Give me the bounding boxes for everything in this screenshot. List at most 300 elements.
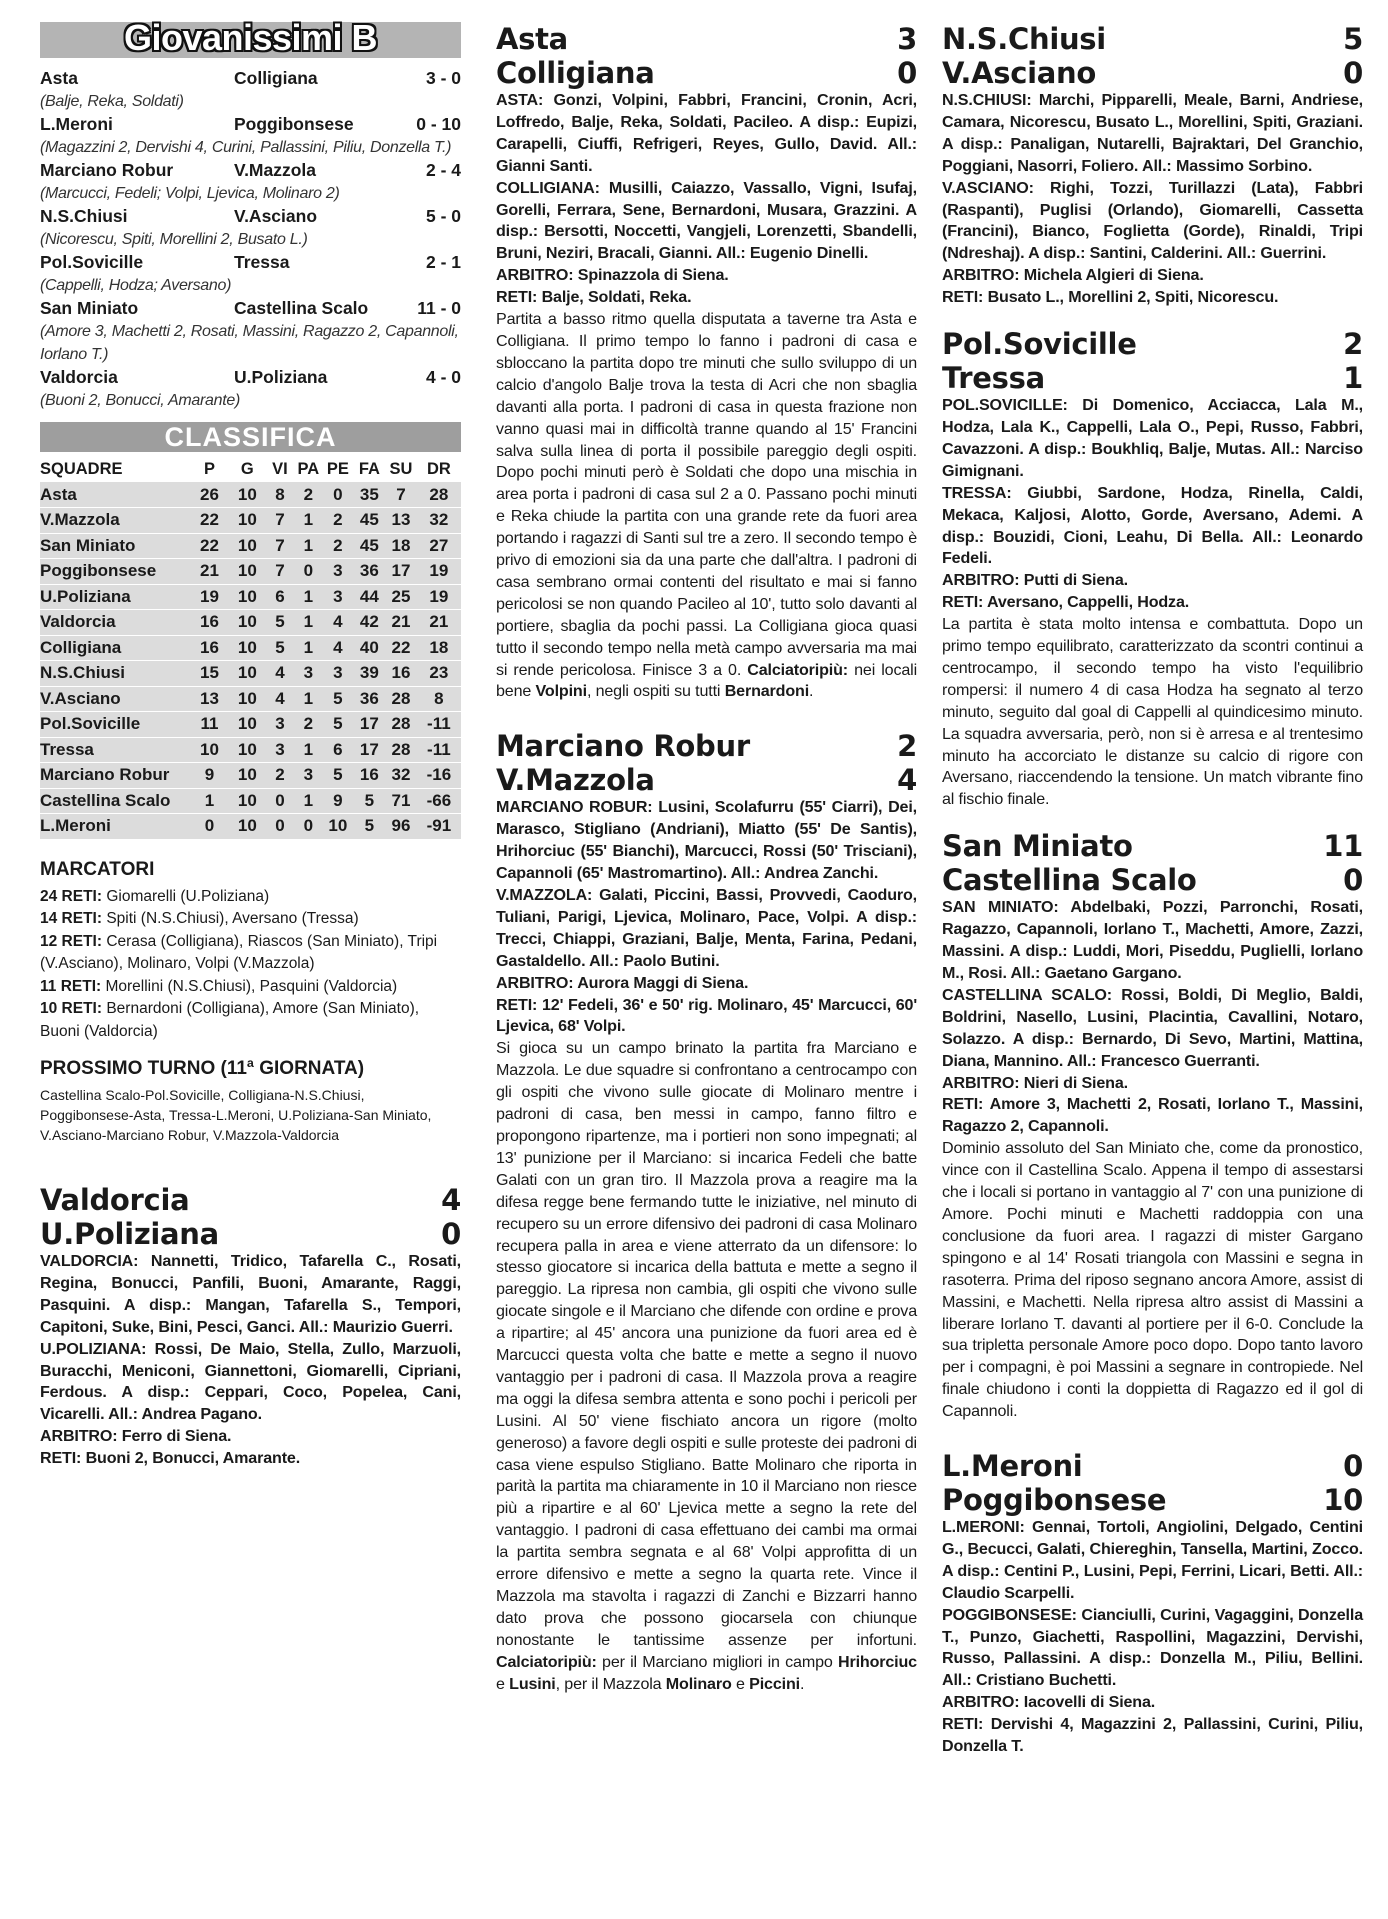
- scorer-line: [40, 931, 461, 976]
- stat-cell: 1: [295, 737, 322, 763]
- result-score: 5 - 0: [425, 206, 461, 226]
- column-header: SQUADRE: [40, 460, 123, 479]
- home-score: 5: [1343, 22, 1363, 56]
- stat-cell: 10: [229, 737, 265, 763]
- referee: ARBITRO: Aurora Maggi di Siena.: [496, 973, 749, 992]
- stat-cell: 19: [417, 559, 461, 585]
- away-team: V.Mazzola: [496, 763, 655, 798]
- calciatori-text: .: [799, 1674, 805, 1693]
- report-text: [496, 309, 917, 703]
- stat-cell: 17: [354, 737, 386, 763]
- away-team: Poggibonsese: [942, 1483, 1167, 1518]
- home-team: N.S.Chiusi: [942, 22, 1106, 56]
- home-team: Marciano Robur: [496, 729, 750, 764]
- goals-count: 14 RETI:: [40, 910, 103, 927]
- home-team: San Miniato: [40, 298, 139, 318]
- match-report-sanminiato: [942, 829, 1363, 1423]
- standings-body: [40, 482, 461, 839]
- result-row: [40, 251, 461, 274]
- home-team: Asta: [496, 22, 568, 56]
- stat-cell: 7: [385, 482, 417, 508]
- home-team: Pol.Sovicille: [942, 327, 1137, 362]
- scorer-line: [40, 998, 461, 1043]
- scorer-names: Morellini (N.S.Chiusi), Pasquini (Valdorcia): [105, 977, 398, 995]
- calciatori-text: e: [496, 1674, 505, 1693]
- home-score: 11: [1323, 829, 1363, 864]
- goals: RETI: Amore 3, Machetti 2, Rosati, Iorlano T., Massini, Ragazzo 2, Capannoli.: [942, 1095, 1363, 1136]
- standings-row: [40, 482, 461, 508]
- stat-cell: 2: [295, 482, 322, 508]
- standings-row: [40, 661, 461, 687]
- home-team: N.S.Chiusi: [40, 206, 128, 226]
- home-team: Pol.Sovicille: [40, 252, 144, 272]
- match-line-home: [40, 1183, 461, 1217]
- result-row: [40, 67, 461, 90]
- away-team: V.Asciano: [942, 56, 1096, 90]
- result-score: 4 - 0: [425, 367, 461, 387]
- stat-cell: 21: [385, 610, 417, 636]
- standings-row: [40, 533, 461, 559]
- stat-cell: 21: [417, 610, 461, 636]
- match-line-away: [496, 56, 917, 90]
- stat-cell: 10: [229, 686, 265, 712]
- report-body: Partita a basso ritmo quella disputata a taverne tra Asta e Colligiana. Il primo tempo lo fanno i padroni di casa e sbloccano la partita dopo tre minuti che sullo sviluppo di un calcio d'angolo Balje trova la testa di Acri che non sbaglia davanti alla porta. I padroni di casa in questa frazione non vanno quasi mai in difficoltà tranne quando al 15' Francini salva sulla linea di porta il possibile pareggio degli ospiti. Dopo pochi minuti però è Soldati che dopo una mischia in area porta i padroni di casa sul 2 a 0. Passano pochi minuti e Reka chiude la partita con una grande rete da fuori area portando i ragazzi di Santi sul tre a zero. Il secondo tempo è privo di emozioni sia da una parte che dall'altra. I padroni di casa sembrano ormai contenti del risultato e mai si fanno pericolosi se non quando Pacileo al 10', tutto solo davanti al portiere, sbaglia da pochi passi. La Colligiana gioca quasi tutto il secondo tempo nella metà campo avversaria ma mai si rende pericolosa. Finisce 3 a 0.: [496, 310, 917, 679]
- standings-row: [40, 686, 461, 712]
- match-report-valdorcia: [40, 1183, 461, 1470]
- result-scorers: (Buoni 2, Bonucci, Amarante): [40, 392, 240, 409]
- stat-cell: 10: [189, 737, 229, 763]
- scorer-names: Spiti (N.S.Chiusi), Aversano (Tressa): [106, 910, 359, 927]
- stat-cell: -11: [417, 737, 461, 763]
- lineup-away: V.MAZZOLA: Galati, Piccini, Bassi, Provvedi, Caoduro, Tuliani, Parigi, Ljevica, Molinaro, Pace, Volpi. A disp.: Trecci, Chiappi, Graziani, Balje, Menta, Farina, Pedani, Gastaldello. All.: Paolo Butini.: [496, 886, 917, 970]
- stat-cell: 0: [265, 814, 294, 840]
- report-text: [496, 1038, 917, 1695]
- result-scorers: (Balje, Reka, Soldati): [40, 93, 184, 110]
- stat-cell: 4: [322, 635, 354, 661]
- stat-cell: 16: [354, 763, 386, 789]
- marcatori-title: MARCATORI: [40, 858, 155, 880]
- scorer-names: Giomarelli (U.Poliziana): [106, 887, 270, 905]
- calciatori-text: e: [735, 1674, 745, 1693]
- stat-cell: 9: [322, 788, 354, 814]
- calciatori-text: per il Marciano migliori in campo: [602, 1652, 833, 1671]
- stat-cell: 6: [265, 584, 294, 610]
- lineup-away: TRESSA: Giubbi, Sardone, Hodza, Rinella, Caldi, Mekaca, Kaljosi, Alotto, Gorde, Aversano, Ademi. A disp.: Bouzidi, Cioni, Leahu, Di Bella. All.: Leonardo Fedeli.: [942, 483, 1363, 568]
- team-name: N.S.Chiusi: [40, 661, 189, 687]
- player-name: Lusini: [509, 1674, 556, 1693]
- scorer-line: [40, 886, 461, 909]
- home-team: Marciano Robur: [40, 160, 174, 180]
- standings-row: [40, 763, 461, 789]
- stat-cell: 17: [354, 712, 386, 738]
- player-name: Hrihorciuc: [838, 1652, 917, 1671]
- stat-cell: 10: [229, 712, 265, 738]
- stat-cell: 4: [265, 661, 294, 687]
- team-name: L.Meroni: [40, 814, 189, 840]
- goals: RETI: Aversano, Cappelli, Hodza.: [942, 593, 1190, 612]
- stat-cell: 26: [189, 482, 229, 508]
- goals-count: 10 RETI:: [40, 1000, 103, 1017]
- calciatori-text: nei locali bene: [496, 660, 918, 701]
- stat-cell: 0: [295, 559, 322, 585]
- stat-cell: 5: [265, 610, 294, 636]
- goals: RETI: Dervishi 4, Magazzini 2, Pallassini, Curini, Piliu, Donzella T.: [942, 1715, 1363, 1756]
- stat-cell: 7: [265, 559, 294, 585]
- stat-cell: 44: [354, 584, 386, 610]
- home-team: San Miniato: [942, 829, 1133, 864]
- stat-cell: 27: [417, 533, 461, 559]
- stat-cell: 1: [295, 635, 322, 661]
- stat-cell: 1: [295, 686, 322, 712]
- goals-count: 24 RETI:: [40, 887, 103, 905]
- scorer-line: [40, 976, 461, 999]
- match-report-sovicille: [942, 327, 1363, 811]
- stat-cell: 36: [354, 559, 386, 585]
- stat-cell: 36: [354, 686, 386, 712]
- stat-cell: 3: [295, 763, 322, 789]
- team-name: U.Poliziana: [40, 584, 189, 610]
- referee: ARBITRO: Spinazzola di Siena.: [496, 266, 729, 285]
- home-score: 0: [1343, 1449, 1363, 1484]
- lineup-away: U.POLIZIANA: Rossi, De Maio, Stella, Zullo, Marzuoli, Buracchi, Meniconi, Giannettoni, Giomarelli, Cipriani, Ferdous. A disp.: Ceppari, Coco, Popelea, Cani, Vicarelli. All.: Andrea Pagano.: [40, 1339, 461, 1424]
- result-scorers: (Magazzini 2, Dervishi 4, Curini, Pallassini, Piliu, Donzella T.): [40, 139, 452, 156]
- away-score: 0: [1343, 56, 1363, 90]
- stat-cell: 1: [295, 584, 322, 610]
- away-team: Colligiana: [234, 68, 318, 88]
- goals: RETI: 12' Fedeli, 36' e 50' rig. Molinaro, 45' Marcucci, 60' Ljevica, 68' Volpi.: [496, 995, 917, 1036]
- result-score: 0 - 10: [416, 114, 461, 134]
- stat-cell: 10: [229, 814, 265, 840]
- results-list: [40, 67, 461, 412]
- stat-cell: 25: [385, 584, 417, 610]
- result-score: 3 - 0: [425, 68, 461, 88]
- stat-cell: -91: [417, 814, 461, 840]
- stat-cell: 28: [385, 686, 417, 712]
- standings-row: [40, 610, 461, 636]
- away-score: 10: [1323, 1483, 1363, 1518]
- stat-cell: 10: [229, 661, 265, 687]
- lineup-home: SAN MINIATO: Abdelbaki, Pozzi, Parronchi, Rosati, Ragazzo, Capannoli, Iorlano T., Machetti, Amore, Zazzi, Massini. A disp.: Luddi, Mori, Piseddu, Puglielli, Iorlano M., Rosi. All.: Gaetano Gargano.: [942, 898, 1363, 982]
- stat-cell: 35: [354, 482, 386, 508]
- player-name: Volpini: [535, 682, 587, 701]
- stat-cell: 2: [295, 712, 322, 738]
- stat-cell: 16: [189, 635, 229, 661]
- stat-cell: 5: [354, 788, 386, 814]
- standings-row: [40, 788, 461, 814]
- column-header: PE: [326, 460, 349, 479]
- stat-cell: 18: [385, 533, 417, 559]
- prossimo-turno-title: PROSSIMO TURNO (11ª GIORNATA): [40, 1058, 365, 1079]
- stat-cell: 10: [322, 814, 354, 840]
- stat-cell: 5: [265, 635, 294, 661]
- home-score: 4: [441, 1183, 461, 1217]
- match-line-home: [496, 22, 917, 56]
- player-name: Piccini: [749, 1674, 800, 1693]
- stat-cell: 1: [295, 533, 322, 559]
- team-name: Poggibonsese: [40, 559, 189, 585]
- away-team: U.Poliziana: [234, 367, 328, 387]
- lineup-home: ASTA: Gonzi, Volpini, Fabbri, Francini, Cronin, Acri, Loffredo, Balje, Reka, Soldati, Pacileo. A disp.: Eupizi, Carapelli, Ciuffi, Refrigeri, Reyes, Gullo, David. All.: Gianni Santi.: [496, 91, 917, 175]
- stat-cell: 17: [385, 559, 417, 585]
- stat-cell: 42: [354, 610, 386, 636]
- standings-row: [40, 508, 461, 534]
- stat-cell: 22: [385, 635, 417, 661]
- stat-cell: 9: [189, 763, 229, 789]
- stat-cell: 8: [265, 482, 294, 508]
- result-score: 2 - 1: [425, 252, 461, 272]
- stat-cell: 7: [265, 533, 294, 559]
- referee: ARBITRO: Putti di Siena.: [942, 571, 1128, 590]
- stat-cell: 3: [265, 712, 294, 738]
- column-header: P: [203, 460, 215, 479]
- home-team: Asta: [40, 68, 78, 88]
- away-team: V.Mazzola: [234, 160, 317, 180]
- match-line-away: [942, 361, 1363, 395]
- match-line-home: [942, 327, 1363, 361]
- lineup-home: MARCIANO ROBUR: Lusini, Scolafurru (55' Ciarri), Dei, Marasco, Stigliano (Andriani), Miatto (55' De Santis), Hrihorciuc (55' Bianchi), Marcucci, Rossi (50' Trisciani), Capannoli (65' Mastromartino). All.: Andrea Zanchi.: [496, 798, 917, 883]
- match-line-home: [496, 729, 917, 763]
- team-name: Colligiana: [40, 635, 189, 661]
- home-team: L.Meroni: [942, 1449, 1083, 1484]
- result-scorers: (Nicorescu, Spiti, Morellini 2, Busato L.): [40, 231, 308, 248]
- column-right: [942, 22, 1363, 1758]
- team-name: Castellina Scalo: [40, 788, 189, 814]
- stat-cell: 71: [385, 788, 417, 814]
- classifica-banner: [40, 422, 461, 452]
- team-name: Asta: [40, 482, 189, 508]
- home-score: 2: [897, 729, 917, 764]
- result-score: 2 - 4: [425, 160, 461, 180]
- player-name: Molinaro: [665, 1674, 732, 1693]
- stat-cell: -16: [417, 763, 461, 789]
- scorer-line: [40, 908, 461, 931]
- result-scorers: (Amore 3, Machetti 2, Rosati, Massini, Ragazzo 2, Capannoli, Iorlano T.): [40, 323, 459, 363]
- result-row: [40, 366, 461, 389]
- column-middle: [496, 22, 917, 1696]
- column-header: PA: [297, 460, 320, 479]
- stat-cell: 1: [295, 610, 322, 636]
- match-report-asta: [496, 22, 917, 703]
- stat-cell: 2: [322, 533, 354, 559]
- stat-cell: 5: [322, 686, 354, 712]
- stat-cell: 8: [417, 686, 461, 712]
- stat-cell: 10: [229, 788, 265, 814]
- stat-cell: 10: [229, 584, 265, 610]
- classifica-title: CLASSIFICA: [164, 422, 337, 452]
- stat-cell: 15: [189, 661, 229, 687]
- stat-cell: 18: [417, 635, 461, 661]
- stat-cell: 13: [385, 508, 417, 534]
- match-line-away: [40, 1217, 461, 1251]
- stat-cell: 19: [417, 584, 461, 610]
- away-team: Poggibonsese: [234, 114, 354, 134]
- referee: ARBITRO: Ferro di Siena.: [40, 1427, 232, 1446]
- away-team: V.Asciano: [234, 206, 318, 226]
- stat-cell: 0: [189, 814, 229, 840]
- lineup-home: POL.SOVICILLE: Di Domenico, Acciacca, Lala M., Hodza, Lala K., Cappelli, Lala O., Pepi, Russo, Fabbri, Cavazzoni. A disp.: Boukhliq, Balje, Mutas. All.: Narciso Gimignani.: [942, 396, 1363, 480]
- home-score: 3: [897, 22, 917, 56]
- team-name: San Miniato: [40, 533, 189, 559]
- match-line-away: [496, 763, 917, 797]
- column-header: DR: [426, 460, 451, 479]
- player-name: Bernardoni: [724, 682, 810, 701]
- result-row: [40, 297, 461, 320]
- lineup-home: L.MERONI: Gennai, Tortoli, Angiolini, Delgado, Centini G., Becucci, Galati, Chiereghin, Tansella, Martini, Zocco. A disp.: Centini P., Lusini, Pepi, Ferrini, Licari, Betti. All.: Claudio Scarpelli.: [942, 1518, 1363, 1602]
- away-score: 1: [1343, 361, 1363, 396]
- marcatori-list: [40, 886, 461, 1044]
- stat-cell: 7: [265, 508, 294, 534]
- away-team: Tressa: [234, 252, 290, 272]
- goals: RETI: Busato L., Morellini 2, Spiti, Nicorescu.: [942, 288, 1279, 307]
- stat-cell: 16: [189, 610, 229, 636]
- stat-cell: 28: [385, 737, 417, 763]
- away-score: 0: [897, 56, 917, 90]
- standings-table: [40, 458, 461, 840]
- column-header: FA: [358, 460, 380, 479]
- team-name: Pol.Sovicille: [40, 712, 189, 738]
- lineup-away: V.ASCIANO: Righi, Tozzi, Turillazzi (Lata), Fabbri (Raspanti), Puglisi (Orlando), Giomarelli, Cassetta (Francini), Bianco, Foglietta (Gorde), Rinaldi, Tripi (Ndreshaj). A disp.: Santini, Calderini. All.: Guerrini.: [942, 178, 1363, 263]
- stat-cell: 2: [322, 508, 354, 534]
- goals-count: 12 RETI:: [40, 932, 103, 950]
- goals: RETI: Balje, Soldati, Reka.: [496, 288, 692, 307]
- match-line-home: [942, 22, 1363, 56]
- report-text: La partita è stata molto intensa e combattuta. Dopo un primo tempo equilibrato, caratterizzato da scontri continui a centrocampo, il secondo tempo ha visto l'equilibrio rompersi: il numero 4 di casa Hodza ha segnato al terzo minuto, seguito dal goal di Cappelli al quindicesimo minuto. La squadra avversaria, però, non si è arresa e al trentesimo minuto ha accorciato le distanze su calcio di rigore con Aversano, riaccendendo la tensione. Un match vibrante fino al fischio finale.: [942, 615, 1363, 809]
- stat-cell: 22: [189, 533, 229, 559]
- standings-row: [40, 584, 461, 610]
- stat-cell: 3: [322, 661, 354, 687]
- calciatori-label: Calciatoripiù:: [747, 660, 848, 679]
- stat-cell: 3: [265, 737, 294, 763]
- stat-cell: 96: [385, 814, 417, 840]
- column-left: [40, 17, 461, 1470]
- match-report-chiusi: [942, 22, 1363, 309]
- result-scorers: (Cappelli, Hodza; Aversano): [40, 277, 232, 294]
- stat-cell: 4: [265, 686, 294, 712]
- stat-cell: 11: [189, 712, 229, 738]
- away-team: Castellina Scalo: [234, 298, 369, 318]
- result-scorers: (Marcucci, Fedeli; Volpi, Ljevica, Molinaro 2): [40, 185, 340, 202]
- match-line-away: [942, 863, 1363, 897]
- prossimo-turno-text: Castellina Scalo-Pol.Sovicille, Colligiana-N.S.Chiusi, Poggibonsese-Asta, Tressa-L.Meroni, U.Poliziana-San Miniato, V.Asciano-Marciano Robur, V.Mazzola-Valdorcia: [40, 1087, 432, 1143]
- stat-cell: 10: [229, 610, 265, 636]
- stat-cell: 0: [322, 482, 354, 508]
- stat-cell: 2: [265, 763, 294, 789]
- stat-cell: -11: [417, 712, 461, 738]
- away-team: Castellina Scalo: [942, 863, 1197, 898]
- column-header: SU: [389, 460, 413, 479]
- stat-cell: 10: [229, 635, 265, 661]
- stat-cell: 32: [417, 508, 461, 534]
- result-score: 11 - 0: [417, 298, 461, 318]
- referee: ARBITRO: Michela Algieri di Siena.: [942, 266, 1204, 285]
- calciatori-label: Calciatoripiù:: [496, 1652, 597, 1671]
- team-name: Marciano Robur: [40, 763, 189, 789]
- stat-cell: 3: [322, 584, 354, 610]
- result-row: [40, 113, 461, 136]
- standings-row: [40, 559, 461, 585]
- stat-cell: 23: [417, 661, 461, 687]
- away-score: 0: [441, 1217, 461, 1251]
- home-team: Valdorcia: [40, 1183, 190, 1217]
- stat-cell: 39: [354, 661, 386, 687]
- away-score: 4: [897, 763, 917, 798]
- column-header: G: [240, 460, 254, 479]
- stat-cell: 45: [354, 508, 386, 534]
- standings-row: [40, 814, 461, 840]
- stat-cell: 28: [385, 712, 417, 738]
- stat-cell: 5: [322, 712, 354, 738]
- team-name: V.Asciano: [40, 686, 189, 712]
- stat-cell: 3: [322, 559, 354, 585]
- away-score: 0: [1343, 863, 1363, 898]
- stat-cell: 40: [354, 635, 386, 661]
- match-report-meroni: [942, 1449, 1363, 1758]
- stat-cell: -66: [417, 788, 461, 814]
- stat-cell: 22: [189, 508, 229, 534]
- stat-cell: 16: [385, 661, 417, 687]
- team-name: Tressa: [40, 737, 189, 763]
- section-banner: [40, 17, 461, 58]
- stat-cell: 10: [229, 533, 265, 559]
- stat-cell: 5: [354, 814, 386, 840]
- stat-cell: 10: [229, 482, 265, 508]
- stat-cell: 0: [295, 814, 322, 840]
- lineup-away: CASTELLINA SCALO: Rossi, Boldi, Di Meglio, Baldi, Boldrini, Nasello, Lusini, Placintia, Cavallini, Notaro, Solazzo. A disp.: Bernardo, Di Sevo, Martini, Mattina, Diana, Mannino. All.: Francesco Guerranti.: [942, 985, 1363, 1070]
- team-name: Valdorcia: [40, 610, 189, 636]
- stat-cell: 19: [189, 584, 229, 610]
- report-text: Dominio assoluto del San Miniato che, come da pronostico, vince con il Castellina Scalo. Appena il tempo di assestarsi che i locali si portano in vantaggio al 7' con una punizione di Amore. Pochi minuti e Machetti raddoppia con una conclusione da fuori area. I ragazzi di mister Gargano spingono e al 14' Rosati triangola con Massini e segna in rasoterra. Prima del riposo segnano ancora Amore, assist di Massini, e Machetti. Nella ripresa altro assist di Massini a liberare Iorlano T. davanti al portiere per il 6-0. Conclude la sua tripletta personale Amore poco dopo. Dopo tanto lavoro per i compagni, è poi Massini a segnare in contropiede. Nel finale chiudono i conti la doppietta di Ragazzo ed il gol di Capannoli.: [942, 1139, 1363, 1421]
- match-line-home: [942, 1449, 1363, 1483]
- stat-cell: 1: [295, 788, 322, 814]
- calciatori-text: , per il Mazzola: [555, 1674, 662, 1693]
- column-header: VI: [272, 460, 288, 479]
- result-row: [40, 159, 461, 182]
- away-team: U.Poliziana: [40, 1217, 219, 1251]
- match-line-away: [942, 56, 1363, 90]
- stat-cell: 1: [295, 508, 322, 534]
- stat-cell: 28: [417, 482, 461, 508]
- standings-row: [40, 737, 461, 763]
- lineup-away: COLLIGIANA: Musilli, Caiazzo, Vassallo, Vigni, Isufaj, Gorelli, Ferrara, Sene, Bernardoni, Musara, Grazzini. A disp.: Bersotti, Noccetti, Vangjeli, Lorenzetti, Sbandelli, Bruni, Neziri, Bracali, Gianni. All.: Eugenio Dinelli.: [496, 178, 917, 263]
- standings-row: [40, 635, 461, 661]
- stat-cell: 32: [385, 763, 417, 789]
- stat-cell: 45: [354, 533, 386, 559]
- home-team: L.Meroni: [40, 114, 113, 134]
- goals: RETI: Buoni 2, Bonucci, Amarante.: [40, 1449, 301, 1468]
- referee: ARBITRO: Nieri di Siena.: [942, 1073, 1128, 1092]
- section-title: Giovanissimi B: [123, 17, 378, 58]
- report-body: Si gioca su un campo brinato la partita fra Marciano e Mazzola. Le due squadre si confrontano a centrocampo con gli ospiti che vivono sulle giocate di Molinaro mentre i padroni di casa, ben messi in campo, fanno filtro e propongono ripartenze, ma i portieri non sono impegnati; al 13' punizione per il Marciano: si incarica Fedeli che batte Galati con un gran tiro. Il Mazzola prova a reagire ma la difesa regge bene fermando tutte le iniziative, nel minuto di recupero su un errore difensivo dei padroni di casa Molinaro recupera palla in area e viene atterrato da un difensore: lo stesso giocatore si incarica della battuta e mette a segno il pareggio. La ripresa non cambia, gli ospiti che vivono sulle giocate singole e il Marciano che difende con ordine e prova a ripartire; al 45' ancora una punizione da fuori area ed è Marcucci questa volta che batte e mette a segno il nuovo vantaggio per i padroni di casa. Il Mazzola prova a reagire ma oggi la difesa sembra attenta e sono pochi i pericoli per Lusini. Al 50' viene fischiato ancora un rigore (molto generoso) a favore degli ospiti e sulle proteste dei padroni di casa viene espulso Stigliano. Batte Molinaro che riporta in parità la partita ma chiaramente in 10 il Marciano non riesce più a ripartire e al 60' Ljevica mette a segno la rete del vantaggio. I padroni di casa effettuano dei cambi ma ormai la partita sembra segnata e al 68' Volpi approfitta di un errore difensivo e mette a segno la quarta rete. Vince il Mazzola ma stavolta i ragazzi di Zanchi e Bizzarri hanno dato prova che possono giocarsela con chiunque nonostante le tantissime assenze per infortuni.: [496, 1039, 917, 1649]
- stat-cell: 5: [322, 763, 354, 789]
- result-row: [40, 205, 461, 228]
- lineup-away: POGGIBONSESE: Cianciulli, Curini, Vagaggini, Donzella T., Punzo, Giachetti, Raspollini, Magazzini, Dervishi, Russo, Pallassini. A disp.: Donzella M., Piliu, Bellini. All.: Cristiano Buchetti.: [942, 1605, 1363, 1690]
- goals-count: 11 RETI:: [40, 977, 102, 995]
- match-line-home: [942, 829, 1363, 863]
- stat-cell: 0: [265, 788, 294, 814]
- stat-cell: 4: [322, 610, 354, 636]
- away-team: Tressa: [942, 361, 1045, 396]
- home-score: 2: [1343, 327, 1363, 362]
- stat-cell: 21: [189, 559, 229, 585]
- match-report-marciano: [496, 729, 917, 1695]
- scorer-names: Bernardoni (Colligiana), Amore (San Miniato), Buoni (Valdorcia): [40, 1000, 420, 1040]
- match-line-away: [942, 1483, 1363, 1517]
- stat-cell: 10: [229, 508, 265, 534]
- stat-cell: 10: [229, 763, 265, 789]
- stat-cell: 3: [295, 661, 322, 687]
- lineup-home: N.S.CHIUSI: Marchi, Pipparelli, Meale, Barni, Andriese, Camara, Nicorescu, Busato L., Morellini, Spiti, Graziani. A disp.: Panaligan, Nutarelli, Bajraktari, Del Granchio, Poggiani, Nasorri, Foliero. All.: Massimo Sorbino.: [942, 91, 1363, 175]
- stat-cell: 6: [322, 737, 354, 763]
